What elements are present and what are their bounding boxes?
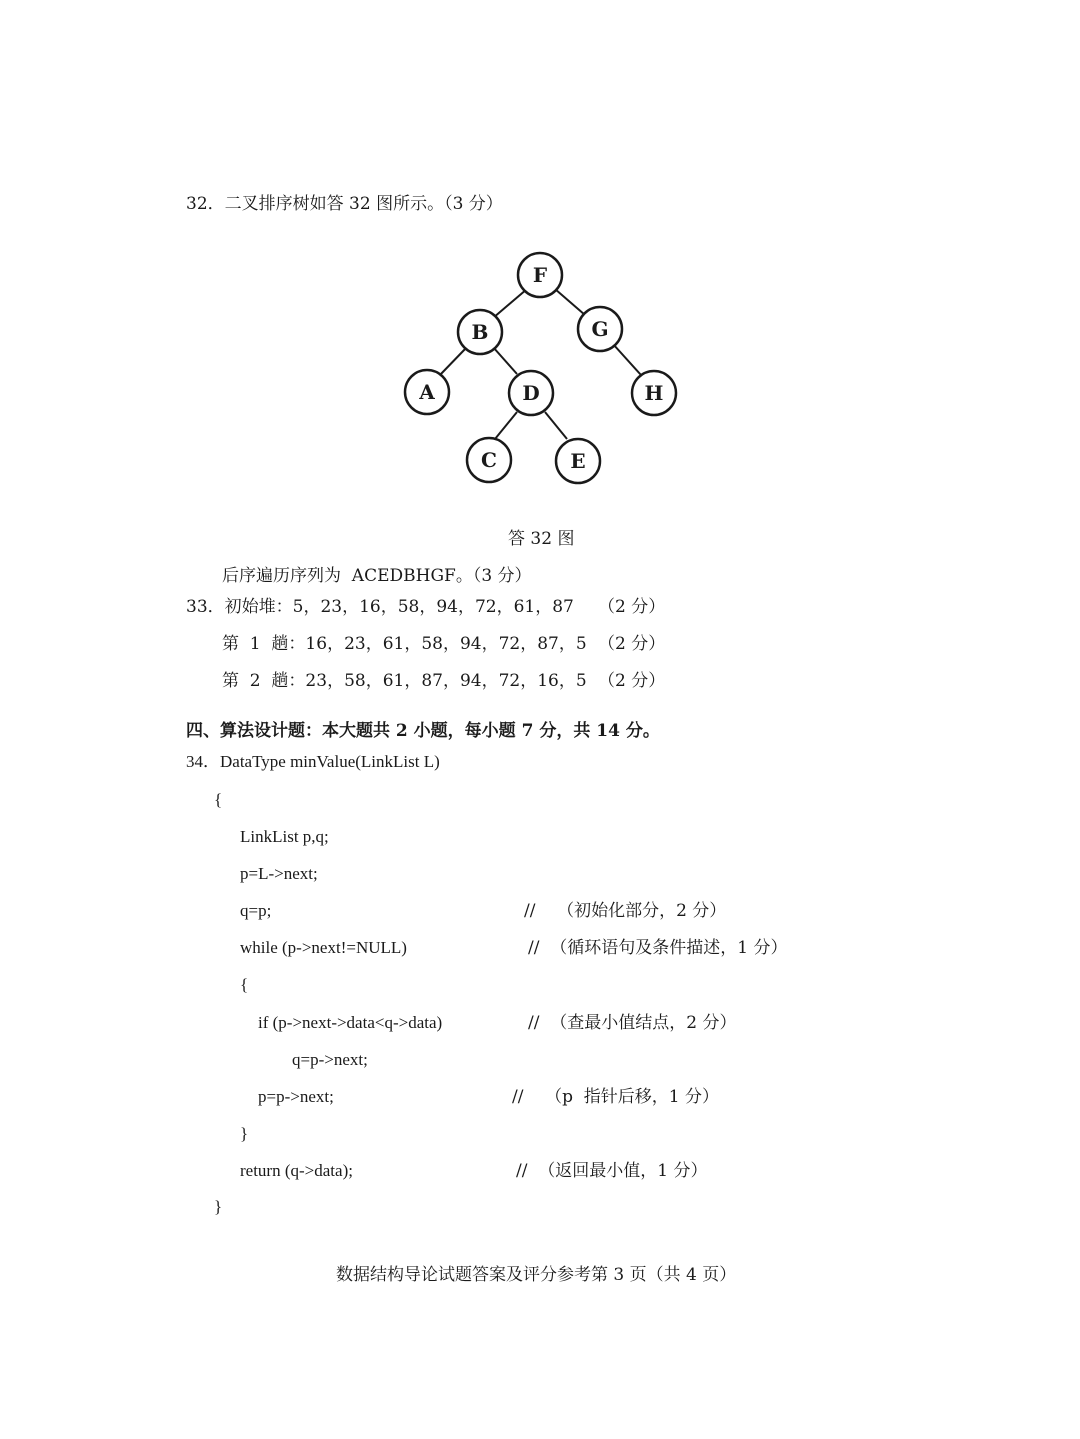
tree-node-A (405, 370, 449, 414)
tree-node-E (556, 439, 600, 483)
code-line-init-p: p=L->next; (240, 864, 318, 883)
code-line-close-brace: } (214, 1197, 223, 1216)
tree-node-B (458, 310, 502, 354)
figure-caption: 答 32 图 (508, 529, 575, 549)
tree-node-D (509, 371, 553, 415)
code-line-loop-close: } (240, 1124, 249, 1143)
tree-node-label: D (522, 381, 540, 405)
code-line-assign-q: q=p->next; (292, 1050, 368, 1069)
binary-search-tree-figure (395, 240, 695, 500)
code-comment-init: // （初始化部分，2 分） (524, 901, 727, 921)
code-line-open-brace: { (214, 790, 223, 809)
edge-D-C (495, 412, 517, 439)
tree-node-label: A (419, 380, 435, 404)
tree-node-H (632, 371, 676, 415)
heap-pass2-row: 第 2 趟：23，58，61，87，94，72，16，5 (222, 671, 587, 691)
heap-pass1-row: 第 1 趟：16，23，61，58，94，72，87，5 (222, 634, 587, 654)
section-4-heading: 四、算法设计题：本大题共 2 小题，每小题 7 分，共 14 分。 (186, 721, 660, 741)
code-comment-return: // （返回最小值，1 分） (516, 1161, 708, 1181)
code-line-loop-open: { (240, 975, 249, 994)
q34-signature: 34．DataType minValue(LinkList L) (186, 752, 440, 771)
edge-F-G (555, 289, 585, 315)
code-line-declare: LinkList p,q; (240, 827, 329, 846)
tree-node-label: B (471, 320, 489, 344)
edge-B-D (493, 347, 517, 374)
tree-node-G (578, 307, 622, 351)
heap-initial-score: （2 分） (598, 597, 666, 617)
tree-node-C (467, 438, 511, 482)
tree-node-label: E (570, 449, 586, 473)
edge-G-H (613, 344, 641, 375)
q32-text: 32．二叉排序树如答 32 图所示。（3 分） (186, 194, 503, 214)
code-line-advance-p: p=p->next; (258, 1087, 334, 1106)
code-line-return: return (q->data); (240, 1161, 353, 1180)
code-line-if: if (p->next->data<q->data) (258, 1013, 443, 1032)
tree-node-label: G (591, 317, 609, 341)
postorder-answer: 后序遍历序列为 ACEDBHGF。（3 分） (222, 566, 532, 586)
code-comment-while: // （循环语句及条件描述，1 分） (528, 938, 788, 958)
tree-node-label: F (532, 263, 548, 287)
tree-node-F (518, 253, 562, 297)
tree-node-label: H (644, 381, 664, 405)
code-comment-if: // （查最小值结点，2 分） (528, 1013, 737, 1033)
heap-initial-row: 33．初始堆：5，23，16，58，94，72，61，87 (186, 597, 574, 617)
edge-F-B (493, 289, 527, 318)
edge-D-E (545, 412, 567, 439)
edge-B-A (439, 347, 467, 376)
code-line-init-q: q=p; (240, 901, 272, 920)
heap-pass1-score: （2 分） (598, 634, 666, 654)
code-comment-advance: // （p 指针后移，1 分） (512, 1087, 719, 1107)
tree-node-label: C (481, 448, 497, 472)
page-footer: 数据结构导论试题答案及评分参考第 3 页（共 4 页） (336, 1265, 737, 1285)
heap-pass2-score: （2 分） (598, 671, 666, 691)
code-line-while: while (p->next!=NULL) (240, 938, 407, 957)
